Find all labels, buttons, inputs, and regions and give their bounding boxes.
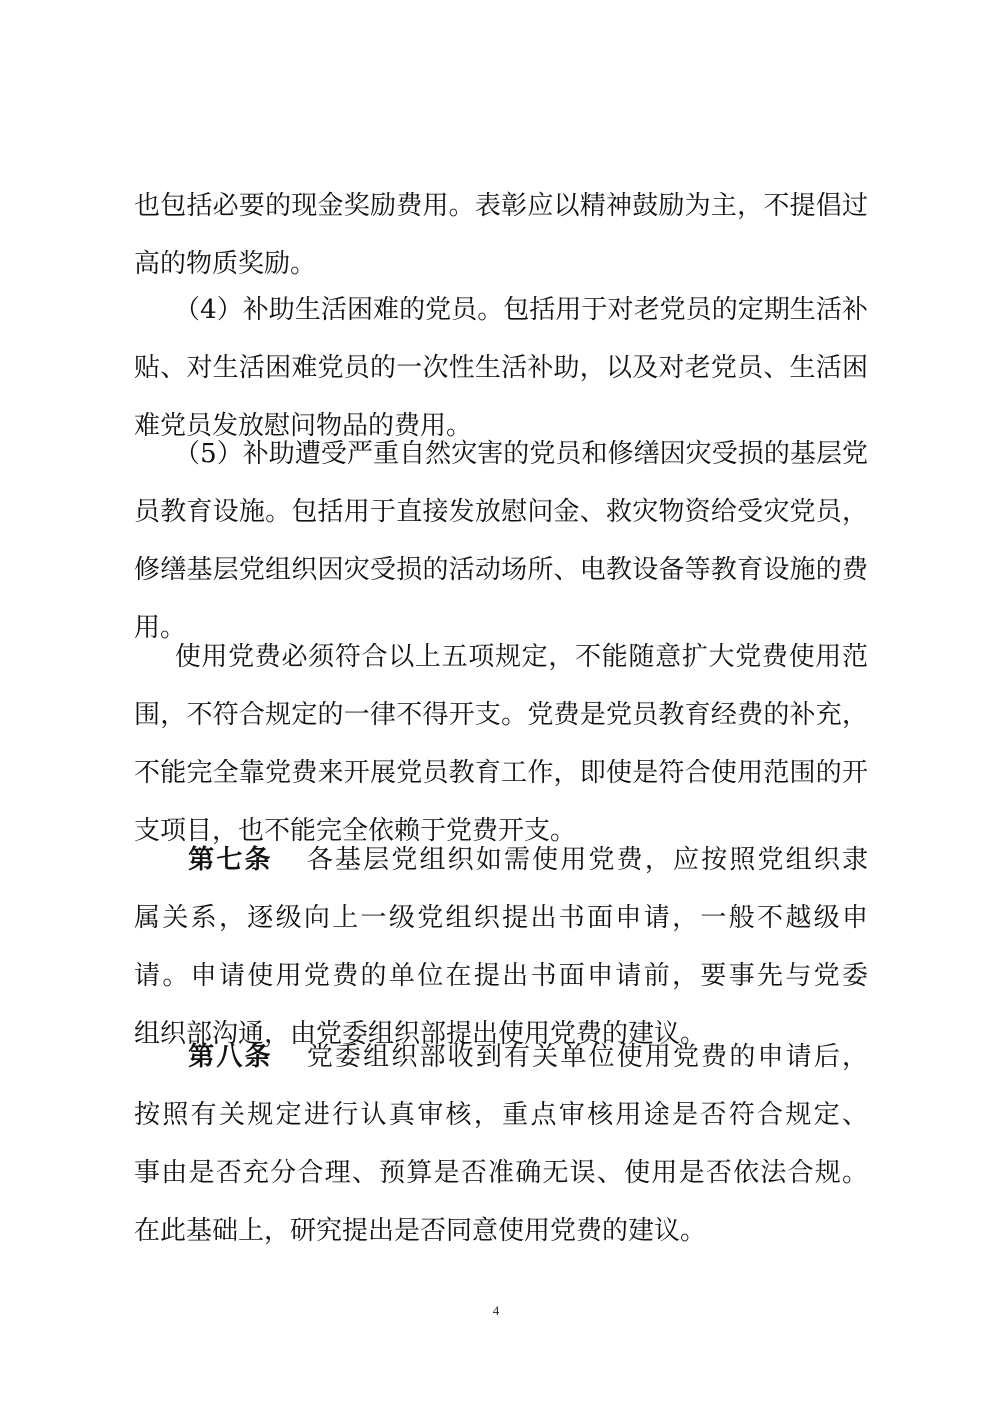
text-line: 也包括必要的现金奖励费用。表彰应以精神鼓励为主，不提倡过 bbox=[134, 191, 868, 221]
text-line: 请。申请使用党费的单位在提出书面申请前，要事先与党委 bbox=[134, 961, 868, 991]
text-line: （5）补助遭受严重自然灾害的党员和修缮因灾受损的基层党 bbox=[174, 439, 868, 469]
text-line: 难党员发放慰问物品的费用。 bbox=[134, 411, 473, 441]
text-line: 贴、对生活困难党员的一次性生活补助，以及对老党员、生活困 bbox=[134, 353, 868, 383]
article-8 bbox=[134, 1028, 868, 1260]
text-line: 第八条 党委组织部收到有关单位使用党费的申请后， bbox=[186, 1042, 868, 1072]
text-line: （4）补助生活困难的党员。包括用于对老党员的定期生活补 bbox=[174, 295, 868, 325]
text-line: 高的物质奖励。 bbox=[134, 249, 317, 279]
page-number: 4 bbox=[492, 1303, 500, 1318]
text-line: 使用党费必须符合以上五项规定，不能随意扩大党费使用范 bbox=[174, 642, 868, 672]
text-line: 在此基础上，研究提出是否同意使用党费的建议。 bbox=[134, 1216, 707, 1246]
article-heading: 第七条 bbox=[186, 845, 273, 875]
text-line: 修缮基层党组织因灾受损的活动场所、电教设备等教育设施的费 bbox=[134, 555, 868, 585]
text-line: 员教育设施。包括用于直接发放慰问金、救灾物资给受灾党员， bbox=[134, 497, 868, 527]
paragraph-award-continuation bbox=[134, 177, 868, 293]
text-line: 组织部沟通，由党委组织部提出使用党费的建议。 bbox=[134, 1019, 707, 1049]
paragraph-usage-rules bbox=[134, 628, 868, 860]
text-line: 不能完全靠党费来开展党员教育工作，即使是符合使用范围的开 bbox=[134, 758, 868, 788]
text-line: 属关系，逐级向上一级党组织提出书面申请，一般不越级申 bbox=[134, 903, 868, 933]
article-heading: 第八条 bbox=[186, 1042, 273, 1072]
text-line: 围，不符合规定的一律不得开支。党费是党员教育经费的补充， bbox=[134, 700, 868, 730]
text-line: 事由是否充分合理、预算是否准确无误、使用是否依法合规。 bbox=[134, 1158, 868, 1188]
text-line: 用。 bbox=[134, 613, 187, 643]
text-line: 支项目，也不能完全依赖于党费开支。 bbox=[134, 816, 577, 846]
paragraph-item-5 bbox=[134, 425, 868, 657]
text-line: 第七条 各基层党组织如需使用党费，应按照党组织隶 bbox=[186, 845, 868, 875]
text-line: 按照有关规定进行认真审核，重点审核用途是否符合规定、 bbox=[134, 1100, 868, 1130]
